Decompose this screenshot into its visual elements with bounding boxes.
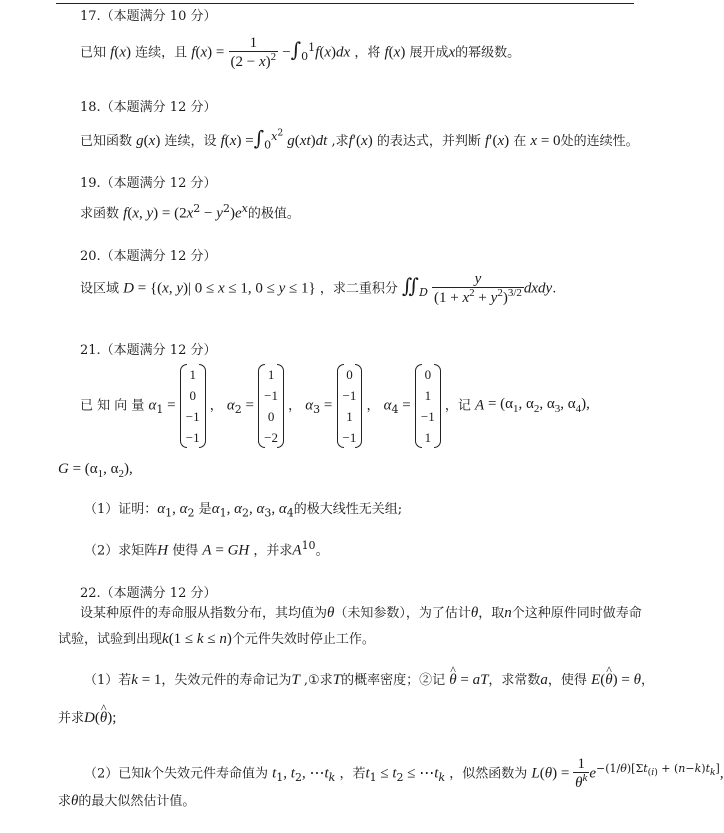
- q22-part1-cont: 并求D(^ θ);: [58, 711, 116, 726]
- q20-statement: 设区域 D = {(x, y)| 0 ≤ x ≤ 1, 0 ≤ y ≤ 1} ，求二重积分 $∬_D$ $\frac{y}{(1 + x^2 + y^2)^{3/2}}$ dxdy.: [80, 271, 557, 306]
- q17-statement: 已知 f(x) 连续，且 f(x) = $\frac{1}{(2 - x)^2}$ $-\int_0^1f(x)dx$ ，将 f(x) 展开成x的幂级数。: [80, 35, 521, 70]
- alpha1-vector: 1 0 −1 −1: [180, 364, 206, 448]
- alpha2-vector: 1 −1 0 −2: [258, 364, 284, 448]
- q19-statement: 求函数 f(x, $y) = (2x^2 - y^2)e^x$的极值。: [80, 202, 300, 222]
- q22-part2: （2）已知k个失效元件寿命值为 $t_1$, $t_2$, $\cdots t_k$ ，若$t_1 \le t_2$ ≤ $\cdots t_k$ ，似然函数为 L(θ) = $\frac{1}{\theta^k}$ $e^{-(1/\theta)[\Sigma t_{(i)} + (n-k)t_k]}$,: [84, 756, 724, 791]
- q18-heading: 18.（本题满分 12 分）: [80, 100, 217, 115]
- q21-part1: （1）证明：$\alpha_1$, $\alpha_2$ 是$\alpha_1$, $\alpha_2$, $\alpha_3$, $\alpha_4$的极大线性无关组;: [84, 501, 403, 520]
- q19-heading: 19.（本题满分 12 分）: [80, 176, 217, 191]
- alpha4-vector: 0 1 −1 1: [415, 364, 441, 448]
- q22-part2-cont: 求θ的最大似然估计值。: [58, 793, 196, 809]
- q18-statement: 已知函数 g(x) 连续，设 $f(x) =\int_0^{x^2}$ g(xt)dt ,求f′(x) 的表达式，并判断 f′(x) 在 x = 0处的连续性。: [80, 126, 639, 152]
- q17-heading: 17.（本题满分 10 分）: [80, 9, 217, 24]
- header-rule: [56, 3, 634, 4]
- q21-part2: （2）求矩阵H 使得 A = GH ，并求$A^{10}$。: [84, 539, 329, 559]
- q21-matrix-g: $G = (\alpha_1$, $\alpha_2$),: [58, 461, 133, 480]
- q22-part1: （1）若k = 1，失效元件的寿命记为T ,①求T的概率密度；②记 ^ θ = aT，求常数a，使得 E(^ θ) = θ，: [84, 673, 654, 688]
- q20-heading: 20.（本题满分 12 分）: [80, 249, 217, 264]
- q22-line1: 设某种原件的寿命服从指数分布，其均值为θ（未知参数），为了估计θ，取n个这种原件同时做寿命: [80, 605, 642, 621]
- q21-vectors: 已 知 向 量 $\alpha_1$ = 1 0 −1 −1 ， $\alpha_2$ = 1 −1 0 −2 ， $\alpha_3$ = 0 −1 1 −1 ， $\alpha_4$ = 0 1 −1 1 ，记 $A = (\alpha_1$, $\alpha_2$, $\alpha_3$, $\alpha_4$),: [80, 364, 590, 448]
- alpha3-vector: 0 −1 1 −1: [337, 364, 363, 448]
- q22-line2: 试验，试验到出现k(1 ≤ k ≤ n)个元件失效时停止工作。: [58, 631, 375, 647]
- q21-heading: 21.（本题满分 12 分）: [80, 343, 217, 358]
- q22-heading: 22.（本题满分 12 分）: [80, 586, 217, 601]
